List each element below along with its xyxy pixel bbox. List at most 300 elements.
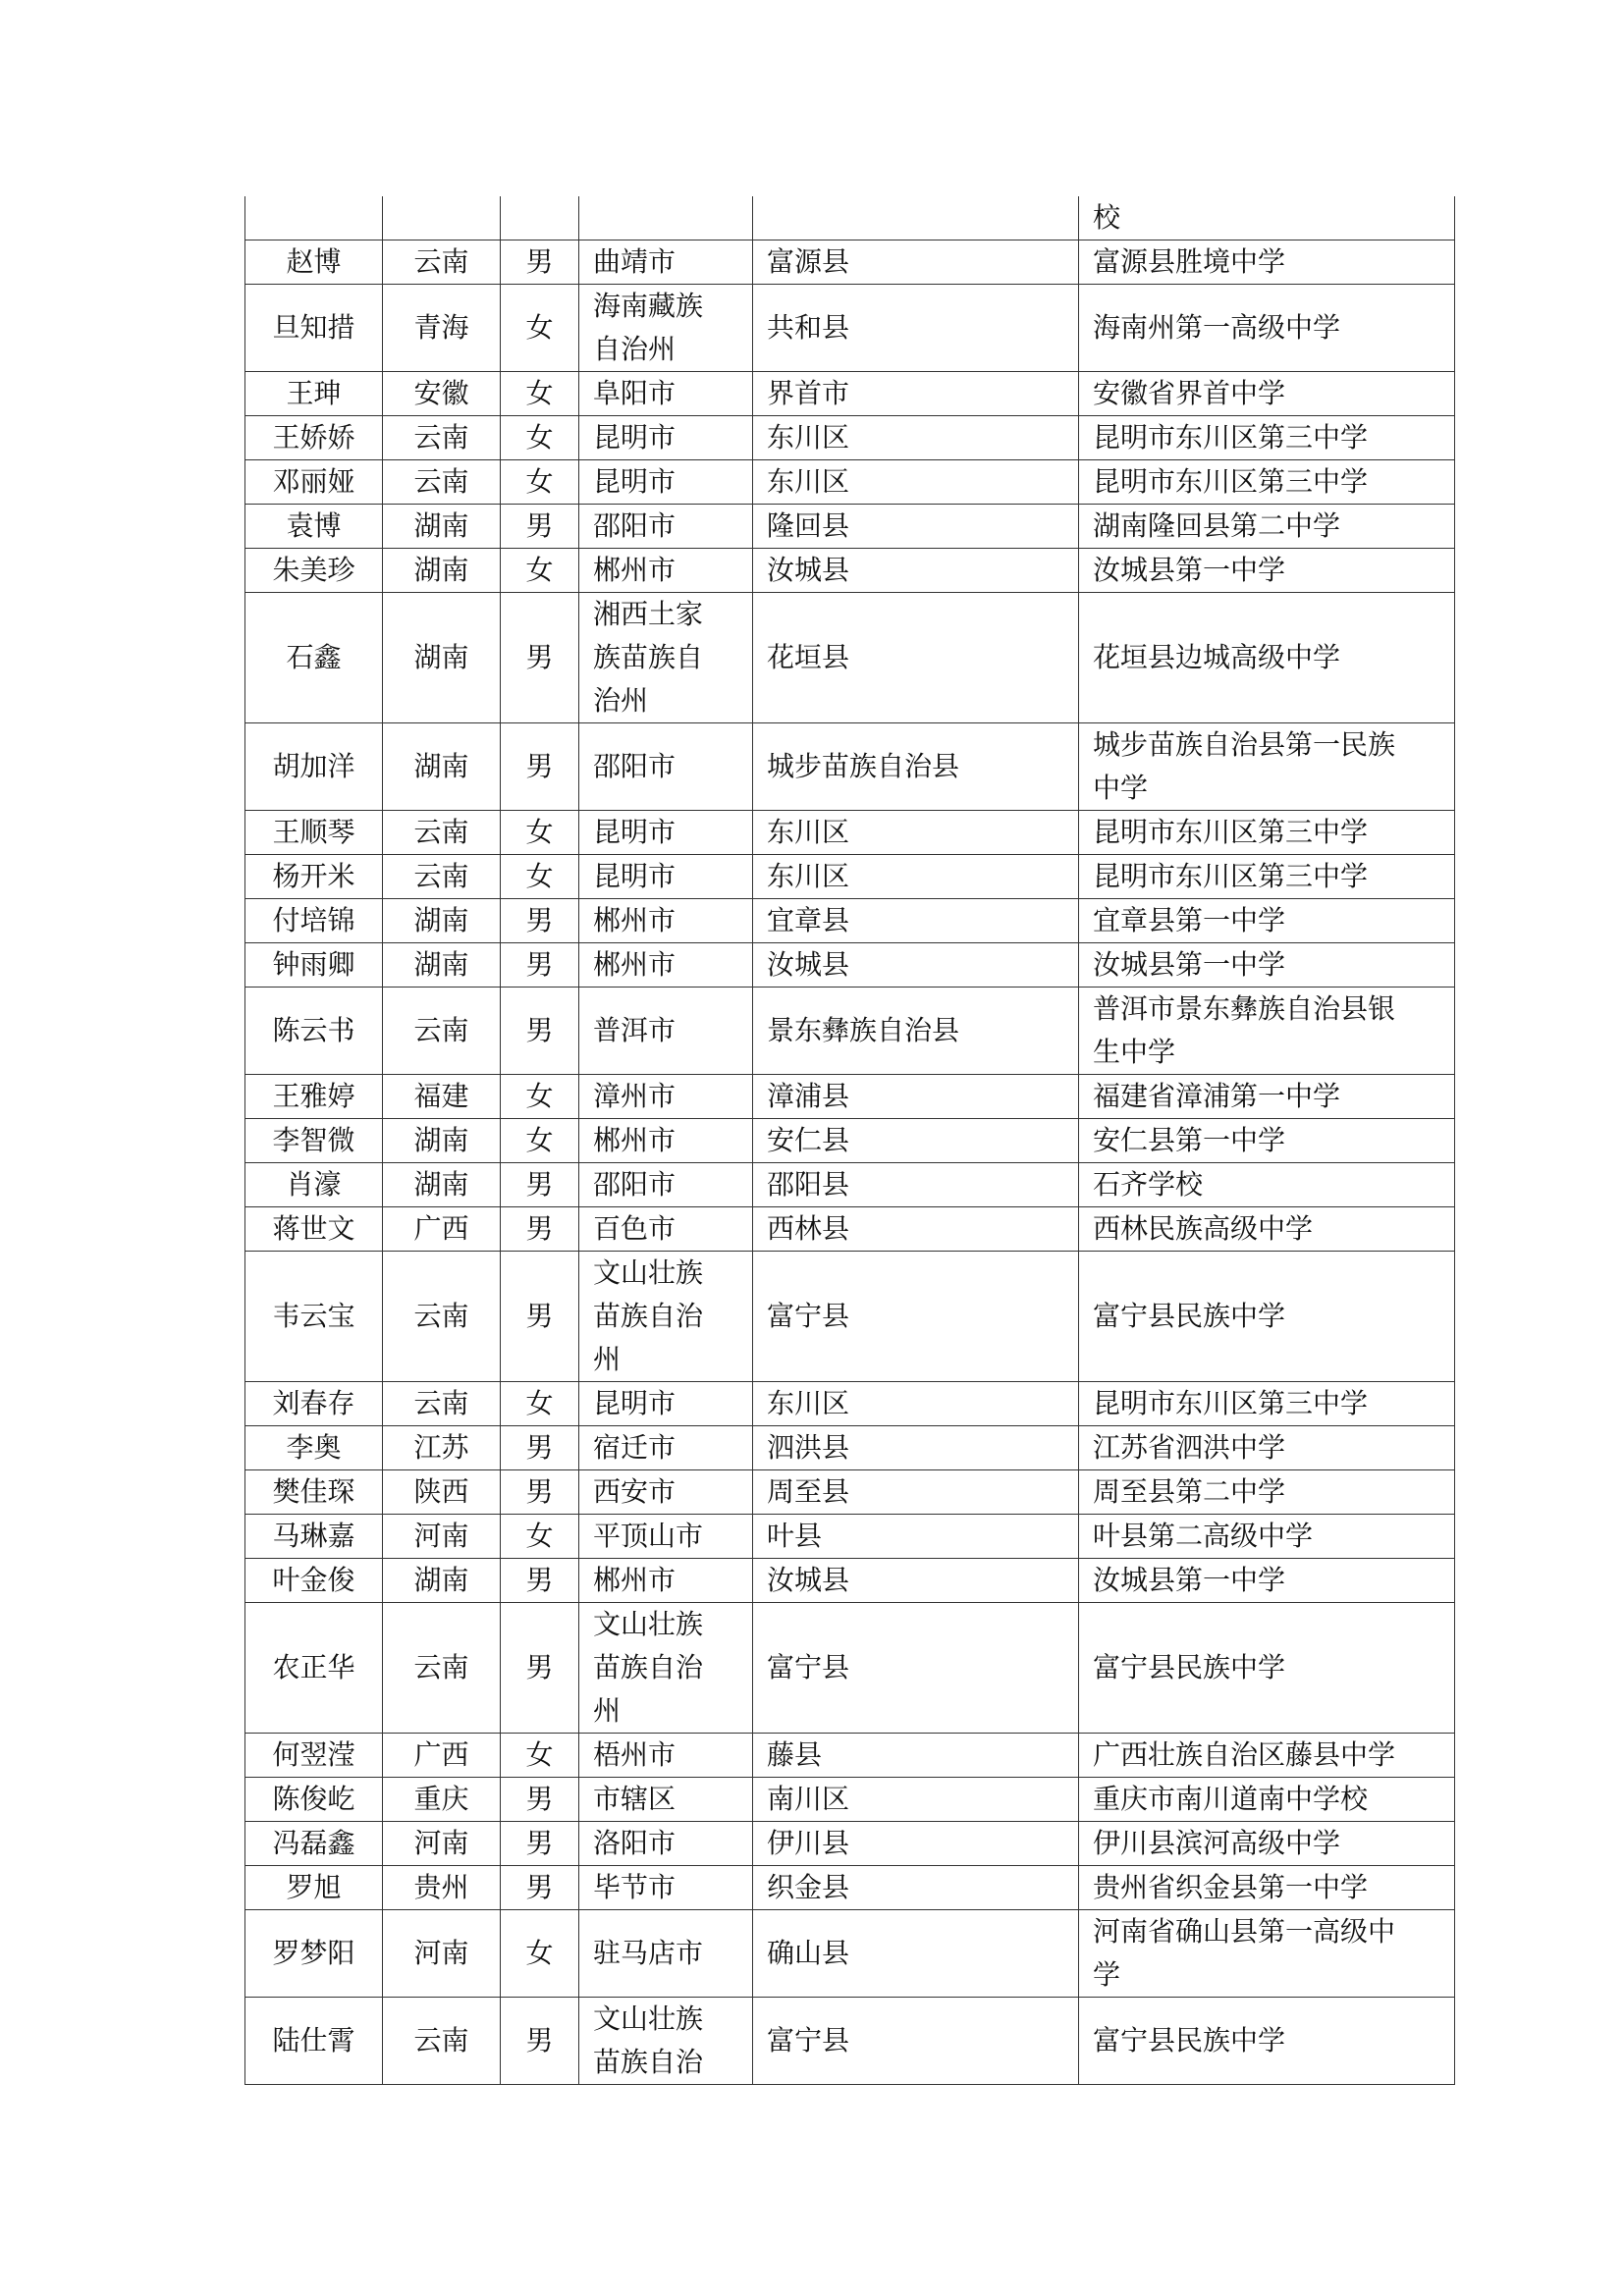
city-cell (579, 196, 753, 240)
county-cell (753, 460, 1079, 505)
name-cell (245, 723, 383, 811)
cell-line: 伊川县 (767, 1827, 850, 1859)
cell-line: 梧州市 (593, 1738, 677, 1771)
county-cell (753, 196, 1079, 240)
name-cell (245, 1382, 383, 1426)
county-cell (753, 855, 1079, 899)
gender-cell (501, 416, 579, 460)
province-cell (383, 1426, 501, 1470)
name-cell (245, 505, 383, 549)
cell-line: 共和县 (767, 311, 850, 344)
cell-line: 确山县 (767, 1937, 850, 1969)
gender-cell (501, 1119, 579, 1163)
name-cell (245, 855, 383, 899)
cell-line: 女 (525, 554, 554, 586)
gender-cell (501, 723, 579, 811)
gender-cell (501, 1734, 579, 1778)
name-cell (245, 988, 383, 1075)
cell-line: 何翌滢 (272, 1738, 355, 1771)
city-cell (579, 1515, 753, 1559)
city-cell (579, 1998, 753, 2085)
name-cell (245, 372, 383, 416)
gender-cell (501, 372, 579, 416)
gender-cell (501, 1163, 579, 1207)
cell-line: 刘春存 (272, 1387, 355, 1419)
cell-line: 男 (525, 1564, 554, 1596)
cell-line: 富宁县民族中学 (1093, 1651, 1286, 1683)
cell-line: 昆明市 (593, 421, 677, 454)
cell-line: 男 (525, 1014, 554, 1046)
cell-line: 女 (525, 1124, 554, 1156)
cell-line: 族苗族自 (593, 641, 704, 673)
cell-line: 昆明市东川区第三中学 (1093, 421, 1369, 454)
cell-line: 邓丽娅 (272, 465, 355, 498)
county-cell (753, 811, 1079, 855)
school-cell (1079, 1515, 1455, 1559)
city-cell (579, 988, 753, 1075)
cell-line: 钟雨卿 (272, 948, 355, 981)
province-cell (383, 372, 501, 416)
school-cell (1079, 1163, 1455, 1207)
cell-line: 毕节市 (593, 1871, 677, 1903)
province-cell (383, 1207, 501, 1252)
cell-line: 东川区 (767, 816, 850, 848)
cell-line: 胡加洋 (272, 750, 355, 782)
name-cell (245, 1866, 383, 1910)
county-cell (753, 549, 1079, 593)
province-cell (383, 1252, 501, 1382)
school-cell (1079, 1734, 1455, 1778)
cell-line: 王娇娇 (272, 421, 355, 454)
cell-line: 富宁县 (767, 1300, 850, 1332)
cell-line: 南川区 (767, 1783, 850, 1815)
gender-cell (501, 1822, 579, 1866)
cell-line: 朱美珍 (272, 554, 355, 586)
school-cell (1079, 549, 1455, 593)
gender-cell (501, 460, 579, 505)
cell-line: 贵州 (413, 1871, 469, 1903)
city-cell (579, 723, 753, 811)
cell-line: 湖南 (413, 750, 469, 782)
cell-line: 昆明市东川区第三中学 (1093, 816, 1369, 848)
city-cell (579, 1252, 753, 1382)
city-cell (579, 1910, 753, 1998)
name-cell (245, 240, 383, 285)
county-cell (753, 1559, 1079, 1603)
school-cell (1079, 723, 1455, 811)
county-cell (753, 1075, 1079, 1119)
city-cell (579, 855, 753, 899)
cell-line: 漳浦县 (767, 1080, 850, 1112)
table-row (245, 1075, 1455, 1119)
province-cell (383, 811, 501, 855)
province-cell (383, 1163, 501, 1207)
school-cell (1079, 1382, 1455, 1426)
cell-line: 王雅婷 (272, 1080, 355, 1112)
cell-line: 河南 (413, 1520, 469, 1552)
cell-line: 肖濠 (286, 1168, 342, 1201)
cell-line: 洛阳市 (593, 1827, 677, 1859)
cell-line: 王顺琴 (272, 816, 355, 848)
city-cell (579, 1778, 753, 1822)
cell-line: 富源县胜境中学 (1093, 245, 1286, 278)
cell-line: 织金县 (767, 1871, 850, 1903)
gender-cell (501, 1470, 579, 1515)
name-cell (245, 1515, 383, 1559)
cell-line: 普洱市景东彝族自治县银 (1093, 992, 1396, 1025)
cell-line: 马琳嘉 (272, 1520, 355, 1552)
table-row (245, 1207, 1455, 1252)
cell-line: 河南省确山县第一高级中 (1093, 1915, 1396, 1948)
table-row (245, 416, 1455, 460)
cell-line: 冯磊鑫 (272, 1827, 355, 1859)
name-cell (245, 1119, 383, 1163)
table-row (245, 1910, 1455, 1998)
province-cell (383, 1559, 501, 1603)
gender-cell (501, 1426, 579, 1470)
name-cell (245, 285, 383, 372)
cell-line: 韦云宝 (272, 1300, 355, 1332)
province-cell (383, 1866, 501, 1910)
city-cell (579, 899, 753, 943)
province-cell (383, 723, 501, 811)
cell-line: 湖南 (413, 948, 469, 981)
province-cell (383, 1603, 501, 1734)
county-cell (753, 899, 1079, 943)
province-cell (383, 988, 501, 1075)
cell-line: 江苏省泗洪中学 (1093, 1431, 1286, 1464)
cell-line: 河南 (413, 1937, 469, 1969)
table-body (245, 196, 1455, 2085)
school-cell (1079, 593, 1455, 723)
cell-line: 农正华 (272, 1651, 355, 1683)
cell-line: 袁博 (286, 509, 342, 542)
county-cell (753, 416, 1079, 460)
table-row (245, 460, 1455, 505)
gender-cell (501, 943, 579, 988)
city-cell (579, 416, 753, 460)
cell-line: 文山壮族 (593, 2002, 704, 2035)
province-cell (383, 549, 501, 593)
cell-line: 泗洪县 (767, 1431, 850, 1464)
gender-cell (501, 1559, 579, 1603)
name-cell (245, 811, 383, 855)
cell-line: 隆回县 (767, 509, 850, 542)
table-row (245, 505, 1455, 549)
table-row (245, 1163, 1455, 1207)
cell-line: 海南藏族 (593, 290, 704, 322)
county-cell (753, 1119, 1079, 1163)
table-row (245, 1998, 1455, 2085)
cell-line: 男 (525, 245, 554, 278)
school-cell (1079, 416, 1455, 460)
gender-cell (501, 899, 579, 943)
cell-line: 女 (525, 377, 554, 409)
table-row (245, 1382, 1455, 1426)
school-cell (1079, 899, 1455, 943)
province-cell (383, 899, 501, 943)
cell-line: 富宁县民族中学 (1093, 2024, 1286, 2056)
county-cell (753, 943, 1079, 988)
cell-line: 河南 (413, 1827, 469, 1859)
cell-line: 湘西土家 (593, 598, 704, 630)
county-cell (753, 1910, 1079, 1998)
cell-line: 宜章县第一中学 (1093, 904, 1286, 936)
cell-line: 云南 (413, 860, 469, 892)
cell-line: 界首市 (767, 377, 850, 409)
cell-line: 文山壮族 (593, 1608, 704, 1640)
province-cell (383, 285, 501, 372)
county-cell (753, 372, 1079, 416)
name-cell (245, 1603, 383, 1734)
gender-cell (501, 505, 579, 549)
county-cell (753, 1778, 1079, 1822)
province-cell (383, 460, 501, 505)
cell-line: 女 (525, 1937, 554, 1969)
cell-line: 汝城县第一中学 (1093, 554, 1286, 586)
student-table (244, 196, 1455, 2085)
cell-line: 杨开米 (272, 860, 355, 892)
cell-line: 女 (525, 1387, 554, 1419)
county-cell (753, 1207, 1079, 1252)
cell-line: 周至县 (767, 1475, 850, 1508)
city-cell (579, 1382, 753, 1426)
cell-line: 邵阳市 (593, 509, 677, 542)
cell-line: 州 (593, 1343, 622, 1375)
cell-line: 百色市 (593, 1212, 677, 1245)
table-row (245, 1252, 1455, 1382)
school-cell (1079, 460, 1455, 505)
school-cell (1079, 1252, 1455, 1382)
gender-cell (501, 1910, 579, 1998)
table-row (245, 899, 1455, 943)
cell-line: 学 (1093, 1958, 1121, 1991)
county-cell (753, 285, 1079, 372)
cell-line: 花垣县 (767, 641, 850, 673)
cell-line: 湖南 (413, 1124, 469, 1156)
cell-line: 苗族自治 (593, 1651, 704, 1683)
cell-line: 男 (525, 1783, 554, 1815)
cell-line: 昆明市 (593, 816, 677, 848)
province-cell (383, 1778, 501, 1822)
school-cell (1079, 1866, 1455, 1910)
school-cell (1079, 1075, 1455, 1119)
cell-line: 安仁县 (767, 1124, 850, 1156)
cell-line: 平顶山市 (593, 1520, 704, 1552)
cell-line: 西安市 (593, 1475, 677, 1508)
name-cell (245, 1910, 383, 1998)
county-cell (753, 505, 1079, 549)
gender-cell (501, 1603, 579, 1734)
county-cell (753, 1603, 1079, 1734)
cell-line: 蒋世文 (272, 1212, 355, 1245)
cell-line: 郴州市 (593, 1124, 677, 1156)
cell-line: 湖南 (413, 1564, 469, 1596)
gender-cell (501, 285, 579, 372)
cell-line: 福建 (413, 1080, 469, 1112)
city-cell (579, 1075, 753, 1119)
province-cell (383, 943, 501, 988)
table-row (245, 1822, 1455, 1866)
table-row (245, 811, 1455, 855)
city-cell (579, 549, 753, 593)
name-cell (245, 196, 383, 240)
table-row (245, 1470, 1455, 1515)
cell-line: 汝城县 (767, 1564, 850, 1596)
province-cell (383, 1382, 501, 1426)
city-cell (579, 1559, 753, 1603)
cell-line: 安徽省界首中学 (1093, 377, 1286, 409)
school-cell (1079, 1998, 1455, 2085)
gender-cell (501, 1778, 579, 1822)
cell-line: 李智微 (272, 1124, 355, 1156)
cell-line: 赵博 (286, 245, 342, 278)
cell-line: 州 (593, 1694, 622, 1727)
cell-line: 伊川县滨河高级中学 (1093, 1827, 1341, 1859)
cell-line: 云南 (413, 421, 469, 454)
cell-line: 贵州省织金县第一中学 (1093, 1871, 1369, 1903)
name-cell (245, 943, 383, 988)
cell-line: 曲靖市 (593, 245, 677, 278)
name-cell (245, 899, 383, 943)
province-cell (383, 416, 501, 460)
cell-line: 广西 (413, 1212, 469, 1245)
cell-line: 男 (525, 1168, 554, 1201)
city-cell (579, 1207, 753, 1252)
gender-cell (501, 1075, 579, 1119)
cell-line: 苗族自治 (593, 2046, 704, 2078)
county-cell (753, 1734, 1079, 1778)
cell-line: 昆明市东川区第三中学 (1093, 1387, 1369, 1419)
cell-line: 云南 (413, 465, 469, 498)
cell-line: 湖南隆回县第二中学 (1093, 509, 1341, 542)
cell-line: 重庆市南川道南中学校 (1093, 1783, 1369, 1815)
county-cell (753, 1426, 1079, 1470)
cell-line: 藤县 (767, 1738, 823, 1771)
cell-line: 罗旭 (286, 1871, 342, 1903)
cell-line: 汝城县 (767, 948, 850, 981)
cell-line: 昆明市 (593, 1387, 677, 1419)
cell-line: 叶金俊 (272, 1564, 355, 1596)
school-cell (1079, 943, 1455, 988)
cell-line: 男 (525, 948, 554, 981)
cell-line: 东川区 (767, 465, 850, 498)
gender-cell (501, 1515, 579, 1559)
name-cell (245, 1207, 383, 1252)
province-cell (383, 240, 501, 285)
cell-line: 云南 (413, 1387, 469, 1419)
cell-line: 湖南 (413, 904, 469, 936)
cell-line: 郴州市 (593, 554, 677, 586)
school-cell (1079, 1426, 1455, 1470)
province-cell (383, 1998, 501, 2085)
gender-cell (501, 240, 579, 285)
cell-line: 校 (1093, 201, 1121, 234)
cell-line: 西林县 (767, 1212, 850, 1245)
cell-line: 郴州市 (593, 1564, 677, 1596)
school-cell (1079, 196, 1455, 240)
table-row (245, 855, 1455, 899)
city-cell (579, 593, 753, 723)
cell-line: 广西 (413, 1738, 469, 1771)
cell-line: 男 (525, 2024, 554, 2056)
cell-line: 江苏 (413, 1431, 469, 1464)
cell-line: 汝城县第一中学 (1093, 948, 1286, 981)
gender-cell (501, 593, 579, 723)
cell-line: 西林民族高级中学 (1093, 1212, 1314, 1245)
cell-line: 女 (525, 465, 554, 498)
cell-line: 男 (525, 1300, 554, 1332)
cell-line: 付培锦 (272, 904, 355, 936)
name-cell (245, 1163, 383, 1207)
city-cell (579, 1163, 753, 1207)
name-cell (245, 1559, 383, 1603)
county-cell (753, 1998, 1079, 2085)
cell-line: 自治州 (593, 333, 677, 365)
city-cell (579, 372, 753, 416)
school-cell (1079, 1603, 1455, 1734)
table-row (245, 1119, 1455, 1163)
cell-line: 昆明市 (593, 860, 677, 892)
name-cell (245, 1075, 383, 1119)
cell-line: 宿迁市 (593, 1431, 677, 1464)
cell-line: 陆仕霄 (272, 2024, 355, 2056)
gender-cell (501, 549, 579, 593)
cell-line: 湖南 (413, 509, 469, 542)
cell-line: 景东彝族自治县 (767, 1014, 960, 1046)
cell-line: 女 (525, 1520, 554, 1552)
gender-cell (501, 1252, 579, 1382)
cell-line: 重庆 (413, 1783, 469, 1815)
school-cell (1079, 372, 1455, 416)
name-cell (245, 1470, 383, 1515)
school-cell (1079, 1778, 1455, 1822)
cell-line: 湖南 (413, 1168, 469, 1201)
name-cell (245, 1734, 383, 1778)
gender-cell (501, 1866, 579, 1910)
cell-line: 漳州市 (593, 1080, 677, 1112)
county-cell (753, 1382, 1079, 1426)
cell-line: 富宁县 (767, 1651, 850, 1683)
cell-line: 中学 (1093, 772, 1149, 804)
cell-line: 陈俊屹 (272, 1783, 355, 1815)
cell-line: 邵阳县 (767, 1168, 850, 1201)
cell-line: 市辖区 (593, 1783, 677, 1815)
cell-line: 男 (525, 1431, 554, 1464)
province-cell (383, 1910, 501, 1998)
cell-line: 安徽 (413, 377, 469, 409)
school-cell (1079, 1559, 1455, 1603)
province-cell (383, 1822, 501, 1866)
cell-line: 男 (525, 750, 554, 782)
table-row (245, 988, 1455, 1075)
name-cell (245, 1822, 383, 1866)
cell-line: 周至县第二中学 (1093, 1475, 1286, 1508)
province-cell (383, 505, 501, 549)
county-cell (753, 1252, 1079, 1382)
cell-line: 富宁县 (767, 2024, 850, 2056)
cell-line: 男 (525, 1212, 554, 1245)
county-cell (753, 1163, 1079, 1207)
cell-line: 富源县 (767, 245, 850, 278)
province-cell (383, 1075, 501, 1119)
table-row (245, 943, 1455, 988)
table-row (245, 723, 1455, 811)
cell-line: 女 (525, 860, 554, 892)
gender-cell (501, 196, 579, 240)
name-cell (245, 1252, 383, 1382)
cell-line: 昆明市 (593, 465, 677, 498)
